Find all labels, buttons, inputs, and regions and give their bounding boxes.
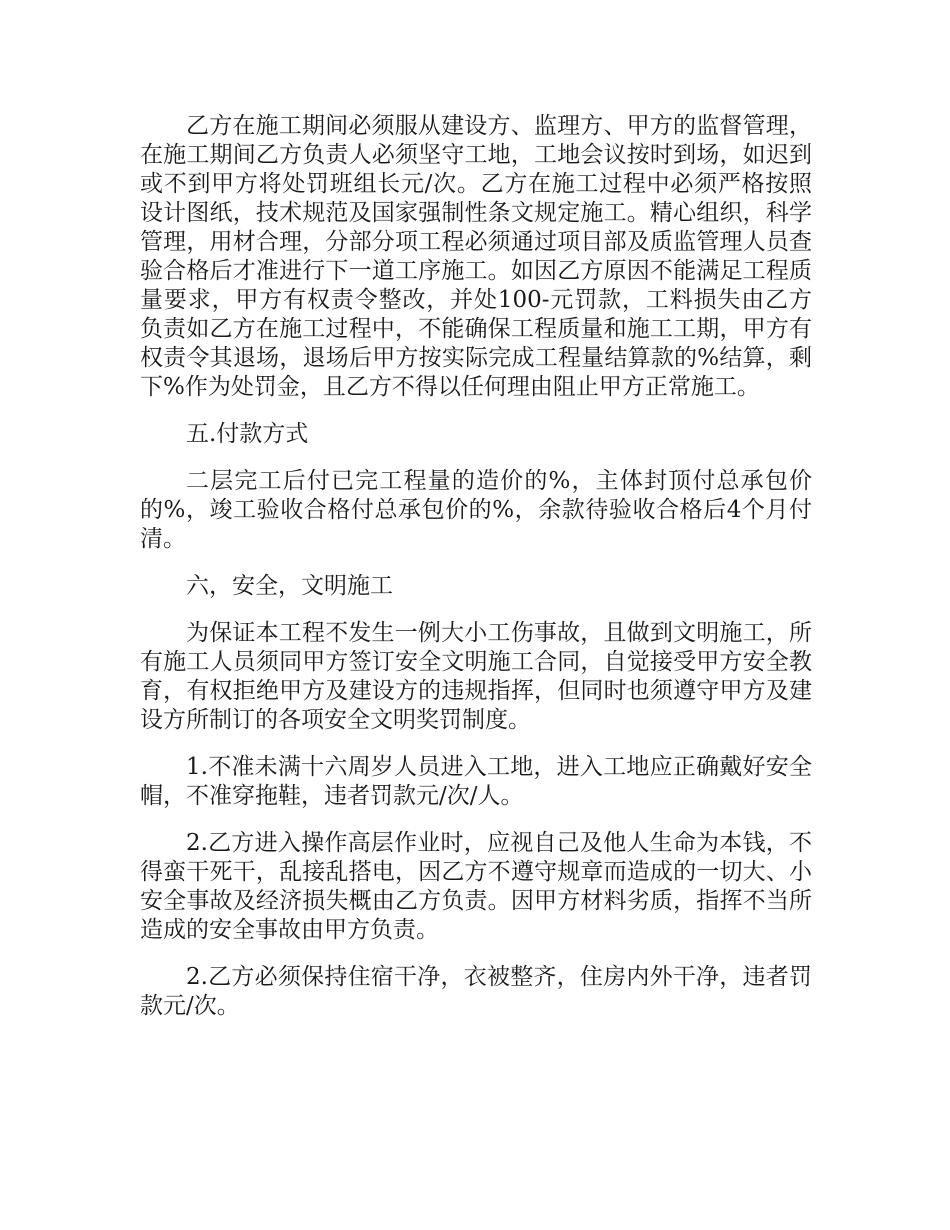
section-heading-safety: 六，安全，文明施工 <box>186 573 393 599</box>
section-heading-payment: 五.付款方式 <box>186 421 309 447</box>
paragraph-safety-rule-3: 2.乙方必须保持住宿干净，衣被整齐，住房内外干净，违者罚款元/次。 <box>140 964 812 1019</box>
paragraph-safety-rule-1: 1.不准未满十六周岁人员进入工地，进入工地应正确戴好安全帽，不准穿拖鞋，违者罚款元/次/人。 <box>140 754 812 809</box>
document-page <box>140 112 812 1039</box>
paragraph-penalty-terms: 乙方在施工期间必须服从建设方、监理方、甲方的监督管理，在施工期间乙方负责人必须坚守工地，工地会议按时到场，如迟到或不到甲方将处罚班组长元/次。乙方在施工过程中必须严格按照设计图纸，技术规范及国家强制性条文规定施工。精心组织，科学管理，用材合理，分部分项工程必须通过项目部及质监管理人员查验合格后才准进行下一道工序施工。如因乙方原因不能满足工程质量要求，甲方有权责令整改，并处100-元罚款，工料损失由乙方负责如乙方在施工过程中，不能确保工程质量和施工工期，甲方有权责令其退场，退场后甲方按实际完成工程量结算款的%结算，剩下%作为处罚金，且乙方不得以任何理由阻止甲方正常施工。 <box>140 113 812 400</box>
paragraph-safety-rule-2: 2.乙方进入操作高层作业时，应视自己及他人生命为本钱，不得蛮干死干，乱接乱搭电，因乙方不遵守规章而造成的一切大、小安全事故及经济损失概由乙方负责。因甲方材料劣质，指挥不当所造成的安全事故由甲方负责。 <box>140 830 812 943</box>
paragraph-payment-terms: 二层完工后付已完工程量的造价的%，主体封顶付总承包价的%，竣工验收合格付总承包价的%，余款待验收合格后4个月付清。 <box>140 468 812 552</box>
paragraph-safety-intro: 为保证本工程不发生一例大小工伤事故，且做到文明施工，所有施工人员须同甲方签订安全文明施工合同，自觉接受甲方安全教育，有权拒绝甲方及建设方的违规指挥，但同时也须遵守甲方及建设方所制订的各项安全文明奖罚制度。 <box>140 620 812 733</box>
